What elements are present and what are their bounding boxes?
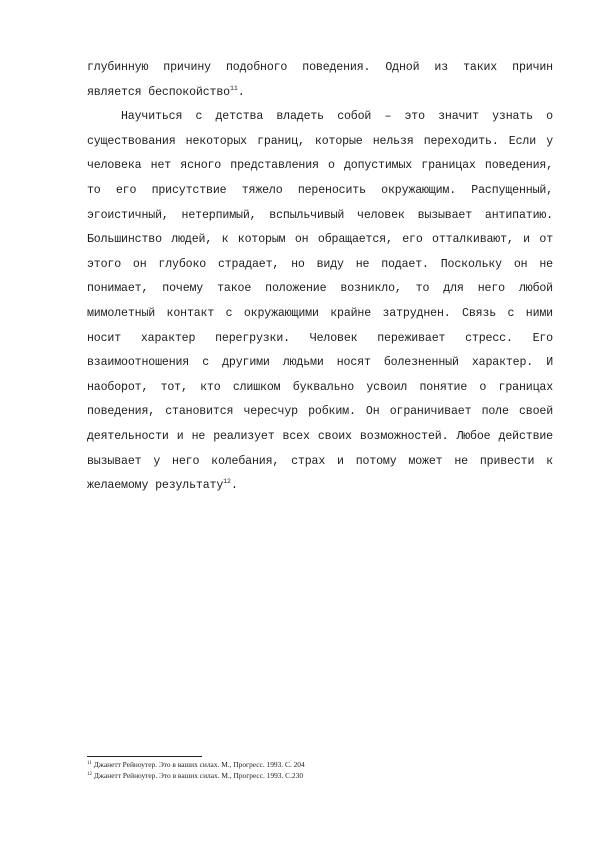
paragraph-tail: . bbox=[237, 85, 245, 99]
paragraph-text: Научиться с детства владеть собой – это значит узнать о существования некоторых границ, которые нельзя переходить. Если у человека нет ясного представления о допустимых границах поведения, то его присутствие тяжело переносить окружающим. Распущенный, эгоистичный, нетерпимый, вспыльчивый человек вызывает антипатию. Большинство людей, к которым он обращается, его отталкивают, и от этого он глубоко страдает, но виду не подает. Поскольку он не понимает, почему такое положение возникло, то для него любой мимолетный контакт с окружающими крайне затруднен. Связь с ними носит характер перегрузки. Человек переживает стресс. Его взаимоотношения с другими людьми носят болезненный характер. И наоборот, тот, кто слишком буквально усвоил понятие о границах поведения, становится чересчур робким. Он ограничивает поле своей деятельности и не реализует всех своих возможностей. Любое действие вызывает у него колебания, страх и потому может не привести к желаемому результату bbox=[87, 110, 553, 493]
footnote bbox=[87, 771, 553, 782]
footnote-text: Джанетт Рейноутер. Это в ваших силах. М., Прогресс. 1993. С.230 bbox=[93, 770, 304, 780]
footnote-ref: 11 bbox=[229, 84, 238, 92]
paragraph bbox=[87, 105, 553, 499]
footnote-number: 12 bbox=[87, 771, 92, 777]
paragraph-continued bbox=[87, 56, 553, 105]
body-text bbox=[87, 56, 553, 499]
footnote-separator bbox=[87, 756, 202, 757]
footnote-text: Джанетт Рейноутер. Это в ваших силах. М., Прогресс. 1993. С. 204 bbox=[93, 760, 305, 769]
paragraph-text: глубинную причину подобного поведения. Одной из таких причин является беспокойство bbox=[87, 61, 553, 99]
footnotes bbox=[87, 760, 553, 781]
paragraph-tail: . bbox=[230, 479, 238, 493]
footnote-number: 11 bbox=[87, 761, 92, 766]
footnote bbox=[87, 760, 553, 771]
footnote-ref: 12 bbox=[223, 478, 231, 486]
